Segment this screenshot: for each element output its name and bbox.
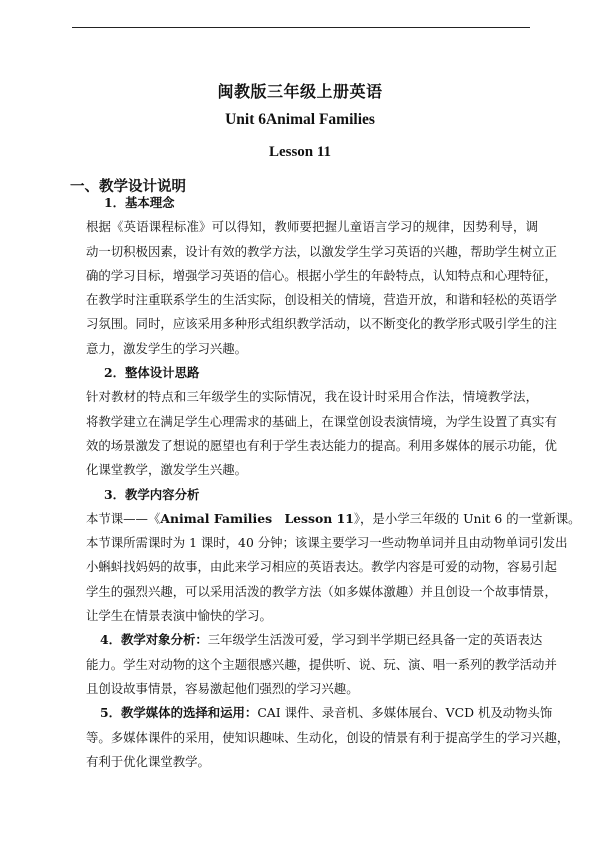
paragraph-media-use [86, 701, 570, 774]
text-line: 学生的强烈兴趣，可以采用活泼的教学方法（如多媒体激趣）并且创设一个故事情景， [86, 583, 557, 599]
text-fragment: 三年级学生活泼可爱，学习到半学期已经具备一定的英语表达 [207, 632, 543, 648]
document-body [86, 191, 581, 774]
text-line: 化课堂教学，激发学生兴趣。 [86, 462, 248, 478]
paragraph-design-idea [86, 385, 557, 482]
text-line: 小蝌蚪找妈妈的故事，由此来学习相应的英语表达。教学内容是可爱的动物，容易引起 [86, 559, 557, 575]
text-line: 意力，激发学生的学习兴趣。 [86, 340, 248, 356]
text-line: 能力。学生对动物的这个主题很感兴趣，提供听、说、玩、演、唱一系列的教学活动并 [86, 656, 557, 672]
text-line: 让学生在情景表演中愉快的学习。 [86, 608, 272, 624]
text-line: 将教学建立在满足学生心理需求的基础上，在课堂创设表演情境，为学生设置了真实有 [86, 413, 557, 429]
section-heading: 一、教学设计说明 [70, 178, 186, 195]
header-rule [72, 27, 530, 28]
heading-media-use: 5．教学媒体的选择和运用： [100, 705, 258, 721]
text-fragment: CAI 课件、录音机、多媒体展台、VCD 机及动物头饰 [257, 705, 553, 721]
text-line: 习氛围。同时，应该采用多种形式组织教学活动，以不断变化的教学形式吸引学生的注 [86, 316, 557, 332]
document-title: 闽教版三年级上册英语 [217, 82, 383, 101]
text-line: 根据《英语课程标准》可以得知，教师要把握儿童语言学习的规律，因势利导，调 [86, 219, 538, 235]
text-fragment: 本节课——《 [86, 510, 161, 526]
text-line: 且创设故事情景，容易激起他们强烈的学习兴趣。 [86, 680, 359, 696]
text-line: 等。多媒体课件的采用，使知识趣味、生动化，创设的情景有利于提高学生的学习兴趣， [86, 729, 570, 745]
text-line [86, 507, 581, 531]
lesson-reference: Animal Families Lesson 11 [160, 510, 354, 526]
paragraph-content-analysis [86, 507, 581, 628]
heading-basic-concept: 1．基本理念 [104, 195, 175, 210]
text-line: 在教学时注重联系学生的生活实际，创设相关的情境，营造开放，和谐和轻松的英语学 [86, 292, 557, 308]
paragraph-basic-concept [86, 215, 557, 361]
heading-audience-analysis: 4．教学对象分析： [100, 632, 208, 648]
heading-design-idea: 2．整体设计思路 [104, 365, 200, 381]
unit-title: Unit 6Animal Families [225, 111, 375, 128]
text-line: 动一切积极因素，设计有效的教学方法，以激发学生学习英语的兴趣，帮助学生树立正 [86, 243, 557, 259]
lesson-title: Lesson 11 [268, 144, 332, 160]
text-line: 效的场景激发了想说的愿望也有利于学生表达能力的提高。利用多媒体的展示功能，优 [86, 437, 557, 453]
heading-content-analysis: 3．教学内容分析 [104, 486, 200, 502]
text-fragment: 》，是小学三年级的 Unit 6 的一堂新课。 [353, 510, 581, 526]
text-line: 确的学习目标，增强学习英语的信心。根据小学生的年龄特点，认知特点和心理特征， [86, 267, 557, 283]
text-line: 本节课所需课时为 1 课时，40 分钟；该课主要学习一些动物单词并且由动物单词引发出 [86, 535, 568, 551]
paragraph-audience-analysis [86, 628, 557, 701]
text-line [86, 701, 553, 725]
text-line: 有利于优化课堂教学。 [86, 753, 210, 769]
text-line: 针对教材的特点和三年级学生的实际情况，我在设计时采用合作法，情境教学法， [86, 389, 538, 405]
text-line [86, 628, 543, 652]
